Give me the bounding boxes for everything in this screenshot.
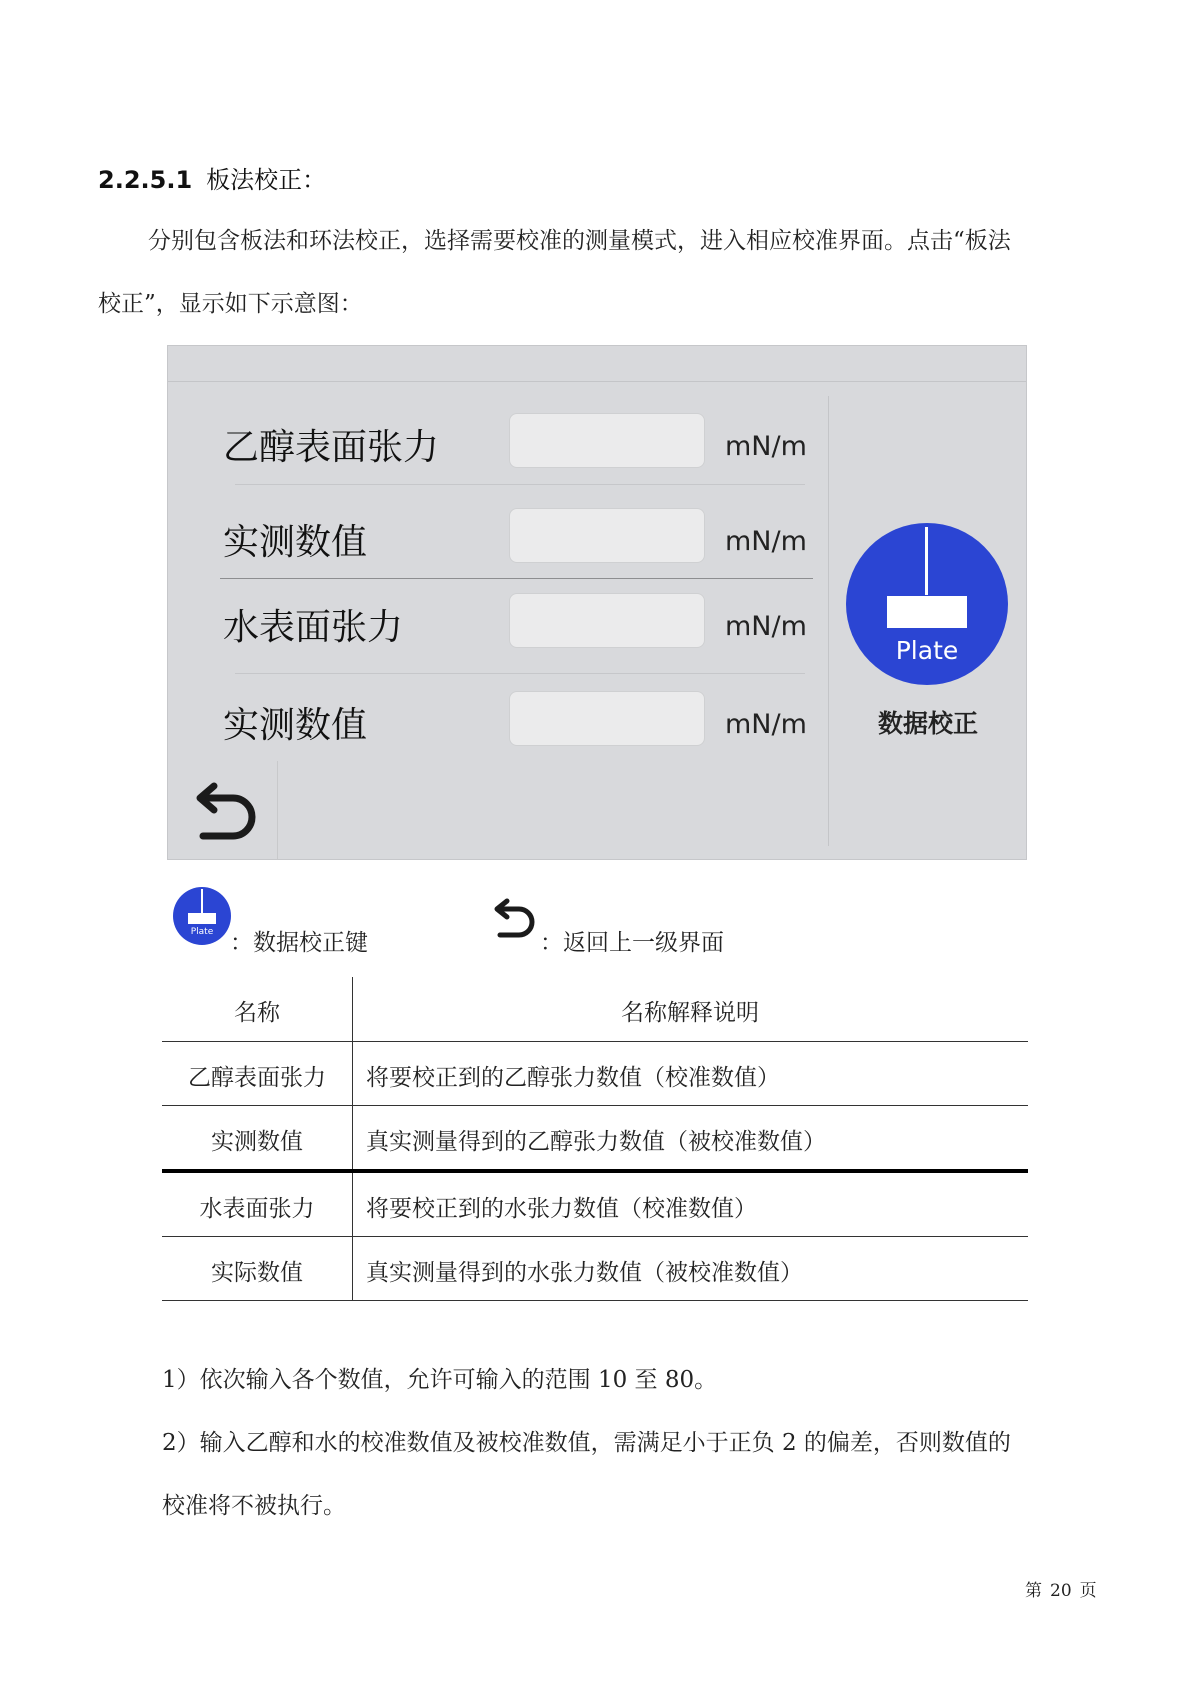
ethanol-measured-input[interactable]	[509, 508, 705, 563]
table-rule	[162, 1300, 1028, 1301]
plate-legend-desc: ：数据校正键	[230, 930, 368, 956]
plate-legend-block	[188, 913, 216, 924]
intro-line-2: 校正”，显示如下示意图：	[98, 291, 363, 317]
plate-icon-stem	[925, 527, 928, 595]
section-heading	[98, 160, 326, 195]
table-row-name: 实际数值	[211, 1260, 303, 1286]
page-number	[1025, 1576, 1097, 1601]
plate-legend-stem	[201, 889, 203, 913]
note-2-line-1: 2）输入乙醇和水的校准数值及被校准数值，需满足小于正负 2 的偏差，否则数值的	[162, 1430, 1011, 1456]
table-row-desc: 将要校正到的水张力数值（校准数值）	[366, 1196, 757, 1222]
note-2-line-2: 校准将不被执行。	[162, 1493, 346, 1519]
row-separator	[235, 673, 805, 674]
table-row-name: 乙醇表面张力	[188, 1065, 326, 1091]
page-suffix: 页	[1079, 1581, 1097, 1601]
plate-calibrate-button[interactable]	[846, 523, 1008, 685]
table-rule	[162, 1236, 1028, 1237]
table-header-desc: 名称解释说明	[621, 1000, 759, 1026]
back-button[interactable]	[169, 761, 278, 859]
screen-divider	[828, 396, 829, 846]
plate-legend-icon	[173, 887, 231, 945]
back-legend-icon	[492, 897, 536, 939]
ethanol-measured-label: 实测数值	[223, 522, 368, 563]
table-row-name: 实测数值	[211, 1129, 303, 1155]
ethanol-tension-unit: mN/m	[725, 431, 807, 462]
calibration-screen	[167, 345, 1027, 860]
table-row-desc: 真实测量得到的水张力数值（被校准数值）	[366, 1260, 803, 1286]
group-separator	[220, 578, 813, 579]
back-arrow-icon	[193, 781, 259, 841]
row-separator	[235, 484, 805, 485]
water-tension-unit: mN/m	[725, 611, 807, 642]
water-measured-unit: mN/m	[725, 709, 807, 740]
table-rule	[162, 1041, 1028, 1042]
table-row-name: 水表面张力	[199, 1196, 315, 1222]
table-row-desc: 将要校正到的乙醇张力数值（校准数值）	[366, 1065, 780, 1091]
page-value: 20	[1050, 1581, 1072, 1601]
section-number: 2.2.5.1	[98, 166, 193, 194]
water-measured-label: 实测数值	[223, 705, 368, 746]
section-title: 板法校正：	[206, 166, 327, 194]
data-calibrate-label: 数据校正	[877, 709, 978, 738]
plate-button-label: Plate	[895, 636, 959, 665]
ethanol-measured-unit: mN/m	[725, 526, 807, 557]
note-1: 1）依次输入各个数值，允许可输入的范围 10 至 80。	[162, 1367, 718, 1393]
table-header-name: 名称	[234, 1000, 280, 1026]
table-thick-rule	[162, 1169, 1028, 1173]
plate-legend-label: Plate	[190, 927, 214, 937]
ethanol-tension-input[interactable]	[509, 413, 705, 468]
water-measured-input[interactable]	[509, 691, 705, 746]
back-legend-desc: ：返回上一级界面	[540, 930, 724, 956]
screen-top-bar	[168, 346, 1026, 382]
plate-icon	[887, 596, 967, 628]
page-prefix: 第	[1025, 1581, 1042, 1601]
table-rule	[162, 1105, 1028, 1106]
ethanol-tension-label: 乙醇表面张力	[223, 427, 440, 468]
water-tension-label: 水表面张力	[223, 607, 404, 648]
water-tension-input[interactable]	[509, 593, 705, 648]
intro-line-1: 分别包含板法和环法校正，选择需要校准的测量模式，进入相应校准界面。点击“板法	[148, 228, 1011, 254]
table-row-desc: 真实测量得到的乙醇张力数值（被校准数值）	[366, 1129, 826, 1155]
